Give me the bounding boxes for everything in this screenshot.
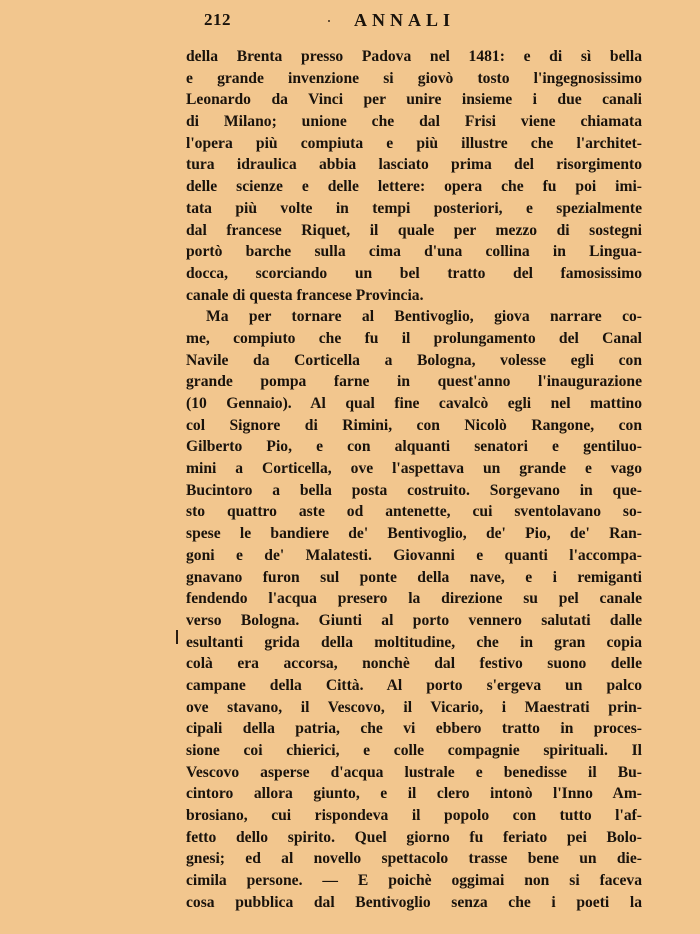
text-line: gnesi; ed al novello spettacolo trasse bene un die- — [186, 850, 642, 868]
text-line: tata più volte in tempi posteriori, e spezialmente — [186, 199, 642, 217]
text-line: Gilberto Pio, e con alquanti senatori e gentiluo- — [186, 438, 642, 456]
text-line: me, compiuto che fu il prolungamento del Canal — [186, 329, 642, 347]
text-line: gnavano furon sul ponte della nave, e i remiganti — [186, 568, 642, 586]
text-line: di Milano; unione che dal Frisi viene chiamata — [186, 113, 642, 131]
page-number: 212 — [204, 10, 231, 29]
text-line: portò barche sulla cima d'una collina in Lingua- — [186, 243, 642, 261]
text-line: dal francese Riquet, il quale per mezzo di sostegni — [186, 221, 642, 239]
text-line: (10 Gennaio). Al qual fine cavalcò egli nel mattino — [186, 395, 642, 412]
header-dot — [328, 20, 330, 22]
text-line: verso Bologna. Giunti al porto vennero salutati dalle — [186, 611, 642, 629]
text-line: col Signore di Rimini, con Nicolò Rangone, con — [186, 416, 642, 434]
text-line: fetto dello spirito. Quel giorno fu feriato pei Bolo- — [186, 828, 642, 846]
text-line: Leonardo da Vinci per unire insieme i due canali — [186, 91, 642, 109]
text-line: brosiano, cui rispondeva il popolo con tutto l'af- — [186, 807, 642, 825]
paragraph-start: Ma per tornare al Bentivoglio, giova narrare co- — [206, 308, 642, 326]
text-line: campane della Città. Al porto s'ergeva un palco — [186, 676, 642, 694]
text-line: l'opera più compiuta e più illustre che l'architet- — [186, 134, 642, 152]
text-line: delle scienze e delle lettere: opera che fu poi imi- — [186, 178, 642, 196]
text-line: cosa pubblica dal Bentivoglio senza che i poeti la — [186, 893, 642, 911]
text-line: cipali della patria, che vi ebbero tratto in proces- — [186, 720, 642, 738]
body-text — [186, 46, 642, 914]
text-line: cintoro allora giunto, e il clero intonò l'Inno Am- — [186, 785, 642, 803]
text-line: sto quattro aste od antenette, cui sventolavano so- — [186, 503, 642, 521]
text-line: sione coi chierici, e colle compagnie spirituali. Il — [186, 742, 642, 759]
text-line: docca, scorciando un bel tratto del famosissimo — [186, 264, 642, 282]
running-title: ANNALI — [354, 10, 456, 30]
text-line: ove stavano, il Vescovo, il Vicario, i Maestrati prin- — [186, 698, 642, 716]
text-line: esultanti grida della moltitudine, che in gran copia — [186, 633, 642, 651]
text-line: goni e de' Malatesti. Giovanni e quanti l'accompa- — [186, 546, 642, 564]
text-line: Vescovo asperse d'acqua lustrale e benedisse il Bu- — [186, 763, 642, 781]
text-line: e grande invenzione si giovò tosto l'ingegnosissimo — [186, 69, 642, 87]
text-line: Bucintoro a bella posta costruito. Sorgevano in que- — [186, 481, 642, 499]
text-line: cimila persone. — E poichè oggimai non si faceva — [186, 872, 642, 890]
text-line: della Brenta presso Padova nel 1481: e di sì bella — [186, 48, 642, 65]
text-line: mini a Corticella, ove l'aspettava un grande e vago — [186, 460, 642, 478]
margin-mark — [176, 630, 178, 644]
text-line: canale di questa francese Provincia. — [186, 286, 424, 304]
text-line: fendendo l'acqua presero la direzione su pel canale — [186, 590, 642, 608]
page-header — [204, 10, 644, 32]
text-line: tura idraulica abbia lasciato prima del risorgimento — [186, 156, 642, 174]
text-line: grande pompa farne in quest'anno l'inaugurazione — [186, 373, 642, 391]
text-line: spese le bandiere de' Bentivoglio, de' Pio, de' Ran- — [186, 525, 642, 543]
text-line: Navile da Corticella a Bologna, volesse egli con — [186, 351, 642, 369]
text-line: colà era accorsa, nonchè dal festivo suono delle — [186, 655, 642, 673]
